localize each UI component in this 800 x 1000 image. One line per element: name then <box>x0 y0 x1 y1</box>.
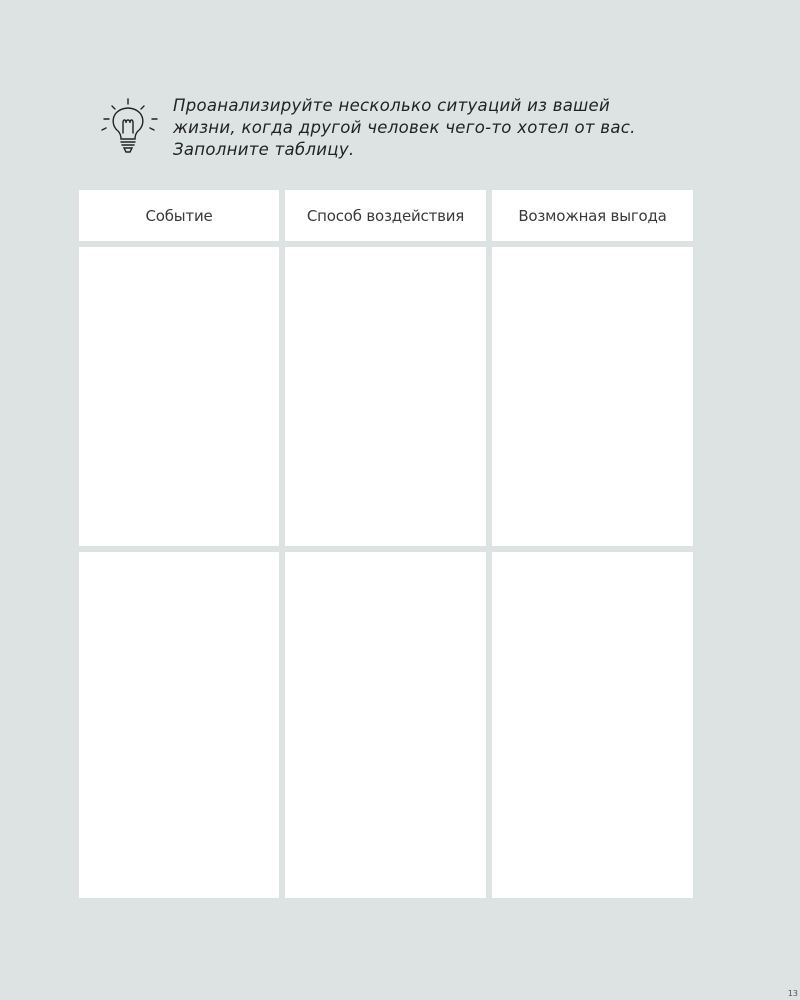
table-cell-method[interactable] <box>285 552 486 898</box>
instruction-line: Проанализируйте несколько ситуаций из вашей <box>173 96 611 115</box>
table-cell-event[interactable] <box>79 552 279 898</box>
instruction-line: жизни, когда другой человек чего-то хотел от вас. <box>173 118 636 137</box>
column-header-benefit: Возможная выгода <box>492 190 693 241</box>
table-cell-method[interactable] <box>285 247 486 546</box>
table-cell-event[interactable] <box>79 247 279 546</box>
worksheet-table <box>79 190 693 898</box>
instruction-line: Заполните таблицу. <box>173 140 355 159</box>
lightbulb-icon <box>100 97 160 161</box>
instruction-text <box>173 95 636 161</box>
instruction-block <box>100 95 700 161</box>
column-header-method: Способ воздействия <box>285 190 486 241</box>
column-header-event: Событие <box>79 190 279 241</box>
table-cell-benefit[interactable] <box>492 247 693 546</box>
page-number: 13 <box>787 989 798 998</box>
table-cell-benefit[interactable] <box>492 552 693 898</box>
